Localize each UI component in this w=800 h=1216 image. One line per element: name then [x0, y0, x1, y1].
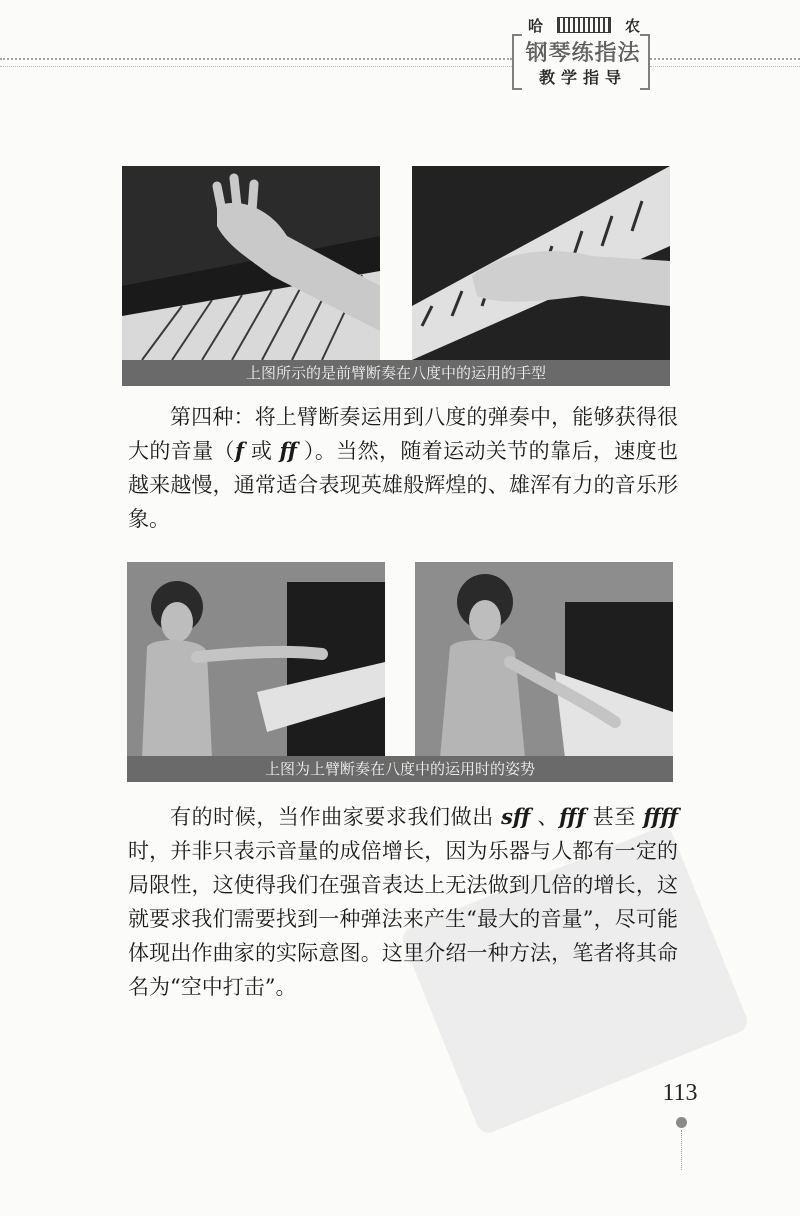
- dynamic-mark-f: f: [234, 438, 244, 463]
- footer-dotted-line: [681, 1130, 682, 1170]
- header-dotted-rule-right: [650, 58, 800, 67]
- photo-hand-forearm-right: [412, 166, 670, 360]
- piano-keys-icon: [557, 17, 611, 33]
- page-dot-ornament: [676, 1117, 687, 1128]
- series-char-left: 哈: [528, 16, 544, 35]
- dynamic-mark-fff: fff: [559, 804, 586, 829]
- page-number: 113: [662, 1080, 698, 1106]
- paragraph2-text-before: 有的时候，当作曲家要求我们做出: [170, 805, 502, 829]
- photo-hand-forearm-left: [122, 166, 380, 360]
- dynamic-mark-sff: sff: [501, 804, 531, 829]
- book-subtitle: 教学指导: [538, 68, 627, 87]
- paragraph2-text-after: 时，并非只表示音量的成倍增长，因为乐器与人都有一定的局限性，这使得我们在强音表达上无法做到几倍的增长，这就要求我们需要找到一种弹法来产生“最大的音量”，尽可能体现出作曲家的实际意图。这里介绍一种方法，笔者将其命名为“空中打击”。: [128, 839, 678, 999]
- figure2-caption: 上图为上臂断奏在八度中的运用时的姿势: [127, 756, 673, 782]
- header-dotted-rule-left: [0, 58, 512, 67]
- dynamic-mark-ff: ff: [279, 438, 297, 463]
- paragraph1-text-before: 第四种：将上臂断奏运用到八度的弹奏中，能够获得很大的音量（: [128, 405, 678, 463]
- paragraph2-text-mid: 甚至: [585, 805, 644, 829]
- photo-posture-upper-arm-left: [127, 562, 385, 758]
- series-mark: [528, 14, 640, 36]
- figure1-caption: 上图所示的是前臂断奏在八度中的运用的手型: [122, 360, 670, 386]
- header-bracket-left: [512, 34, 522, 90]
- paragraph1-text-or: 或: [243, 439, 280, 463]
- series-char-right: 农: [624, 16, 640, 35]
- paragraph-maximum-volume: [128, 800, 678, 1004]
- photo-posture-upper-arm-right: [415, 562, 673, 758]
- paragraph1-text-after: ）。当然，随着运动关节的靠后，速度也越来越慢，通常适合表现英雄般辉煌的、雄浑有力的音乐形象。: [128, 439, 678, 531]
- paragraph2-text-sep: 、: [530, 805, 560, 829]
- dynamic-mark-ffff: ffff: [643, 804, 678, 829]
- book-title: 钢琴练指法: [525, 41, 641, 66]
- paragraph-fourth-method: [128, 400, 678, 536]
